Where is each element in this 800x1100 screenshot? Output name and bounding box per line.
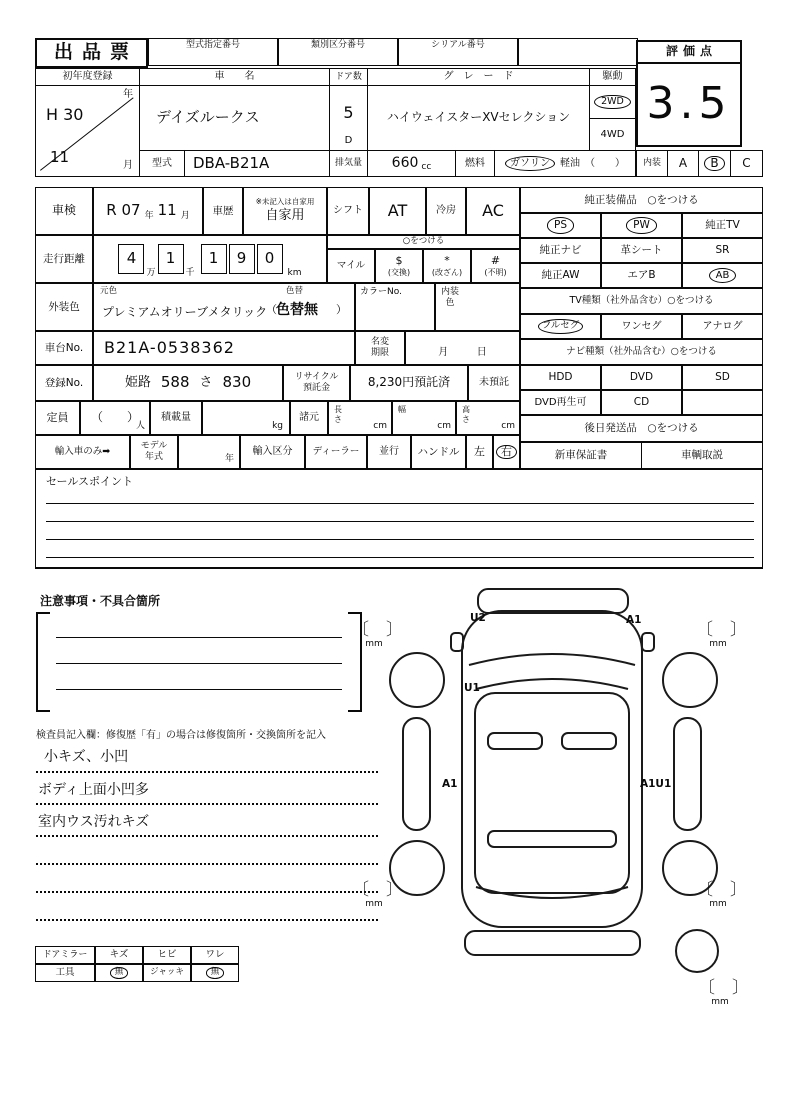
- load-value-cell: [202, 401, 290, 435]
- mm-bracket: 〔 〕: [352, 880, 403, 900]
- recycle-no-label: 未預託: [479, 377, 509, 389]
- capacity-value-cell: [80, 401, 150, 435]
- mileage-exchange-note: (交換): [387, 267, 411, 277]
- recycle-header: [283, 365, 350, 401]
- damage-mark-a1u1: A1U1: [640, 778, 672, 790]
- equip-tv: 純正TV: [705, 219, 740, 232]
- mileage-exchange-symbol: $: [395, 254, 403, 268]
- mm-bracket: 〔 〕: [698, 978, 749, 998]
- mm-unit: mm: [365, 639, 383, 649]
- navi-hdd: HDD: [548, 371, 573, 384]
- load-header: [150, 401, 202, 435]
- history-value-cell: [243, 187, 327, 235]
- import-only-label: 輸入車のみ➡: [54, 445, 111, 457]
- mm-bracket: 〔 〕: [352, 620, 403, 640]
- front-bumper: [478, 589, 628, 613]
- car-name-value: デイズルークス: [156, 108, 260, 127]
- first-reg-value-cell: [35, 85, 140, 177]
- capacity-paren: （ ）: [90, 410, 139, 425]
- inspector-entry-2: ボディ上面小凹多: [38, 782, 149, 798]
- mileage-label: 走行距離: [43, 252, 85, 265]
- ext-color-value-cell: [93, 283, 355, 331]
- sill-right: [674, 718, 701, 830]
- mileage-man-unit: 万: [146, 267, 156, 278]
- handle-right-cell: [493, 435, 520, 469]
- inspector-rule: [36, 891, 378, 893]
- shaken-year-unit: 年: [144, 210, 154, 221]
- chassis-header: [35, 331, 93, 365]
- drive-2wd-cell: [589, 85, 636, 119]
- navi-dvd-cell: [601, 365, 682, 390]
- navi-hdd-cell: [520, 365, 601, 390]
- form-title: 出品票: [53, 41, 138, 64]
- reg-no-value-cell: [93, 365, 283, 401]
- manual-cell: [641, 442, 763, 469]
- navi-dvd: DVD: [629, 371, 654, 384]
- shaken-month: 11: [157, 201, 177, 220]
- score-label-cell: [636, 40, 742, 64]
- equip-sr: SR: [715, 244, 730, 257]
- model-code-value: DBA-B21A: [193, 153, 270, 172]
- inspector-rule: [36, 919, 378, 921]
- mirror-header-cell: [35, 946, 95, 964]
- tv-oneseg: ワンセグ: [621, 320, 662, 332]
- mileage-tampered-note: (改ざん): [431, 267, 463, 277]
- mm-bracket: 〔 〕: [696, 880, 747, 900]
- tv-oneseg-cell: [601, 314, 682, 339]
- doors-value-cell: [329, 85, 368, 151]
- cooling-label: 冷房: [436, 205, 456, 217]
- mileage-km-unit: km: [287, 267, 302, 278]
- ext-color-header: [35, 283, 93, 331]
- model-code-value-cell: [184, 150, 330, 177]
- mileage-digit-5: 0: [257, 244, 283, 274]
- jack-none-selected: 無: [206, 967, 225, 979]
- interior-grade-header: [636, 150, 668, 177]
- serial-no-label: シリアル番号: [431, 40, 485, 50]
- inspector-rule: [36, 835, 378, 837]
- mm-unit: mm: [365, 899, 383, 909]
- tool-none-selected: 無: [110, 967, 129, 979]
- spec-label: 諸元: [299, 412, 319, 424]
- top-strip-empty-cell: [518, 38, 638, 66]
- equip-pw-cell: [601, 213, 682, 238]
- handle-header: [411, 435, 466, 469]
- shaken-header: [35, 187, 93, 235]
- serial-no-cell: [398, 38, 518, 66]
- handle-left-option: 左: [474, 444, 485, 458]
- spec-width-label: 幅: [398, 405, 406, 414]
- tv-type-header-cell: [520, 288, 763, 314]
- shaken-era: R 07: [106, 201, 141, 220]
- car-name-label: 車 名: [214, 71, 255, 83]
- import-dealer-option: ディーラー: [312, 445, 360, 457]
- shaken-month-unit: 月: [180, 210, 190, 221]
- reg-no-header: [35, 365, 93, 401]
- tool-header-cell: [35, 964, 95, 982]
- equip-navi-cell: [520, 238, 601, 263]
- tool-label: 工具: [55, 966, 75, 978]
- caution-title: 注意事項・不具合箇所: [40, 594, 161, 608]
- first-reg-era: H 30: [46, 105, 84, 124]
- capacity-unit: 人: [135, 420, 145, 431]
- grade-label: グ レ ー ド: [443, 71, 514, 83]
- damage-mark-u2: U2: [470, 612, 486, 624]
- orig-color-value: プレミアムオリーブメタリック: [102, 305, 268, 319]
- doors-header: [329, 68, 368, 86]
- cd-cell: [601, 390, 682, 415]
- reg-area: 姫路: [124, 374, 151, 390]
- import-type-label: 輸入区分: [252, 446, 293, 458]
- cd: CD: [633, 396, 650, 409]
- equip-aw-cell: [520, 263, 601, 288]
- ruled-line: [46, 503, 754, 504]
- displacement-header: [329, 150, 368, 177]
- mileage-unknown-symbol: #: [490, 254, 501, 268]
- caution-line: [56, 637, 342, 638]
- equip-ps-selected: PS: [547, 217, 574, 233]
- grade-header: [367, 68, 590, 86]
- shaken-label: 車検: [51, 203, 76, 218]
- mm-unit: mm: [711, 997, 729, 1007]
- cooling-header: [426, 187, 466, 235]
- shift-header: [327, 187, 369, 235]
- equip-pw-selected: PW: [626, 217, 657, 233]
- sales-point-label: セールスポイント: [46, 475, 134, 488]
- fuel-diesel: 軽油: [560, 157, 580, 169]
- mm-marker-far-bottom-right: [698, 978, 749, 1007]
- caution-bracket-left: [36, 612, 50, 712]
- shift-value-cell: [369, 187, 426, 235]
- navi-type-header-cell: [520, 339, 763, 365]
- front-seat-right: [562, 733, 616, 749]
- ruled-line: [46, 539, 754, 540]
- reg-number: 830: [222, 373, 252, 392]
- sill-left: [403, 718, 430, 830]
- cooling-value-cell: [466, 187, 520, 235]
- model-designation-no-label: 型式指定番号: [185, 40, 240, 50]
- navi-sd-cell: [682, 365, 763, 390]
- model-year-label: モデル年式: [140, 441, 168, 462]
- repaint-paren-open: （: [266, 303, 277, 316]
- mileage-circle-note-cell: [327, 235, 520, 249]
- windshield-line: [469, 654, 635, 665]
- score-value-cell: [636, 62, 742, 147]
- damage-mark-a1-left: A1: [442, 778, 458, 790]
- equip-header-cell: [520, 187, 763, 213]
- doors-unit: D: [344, 134, 353, 146]
- ruled-line: [46, 557, 754, 558]
- handle-label: ハンドル: [417, 445, 460, 458]
- mm-unit: mm: [709, 639, 727, 649]
- repaint-paren-close: ）: [336, 303, 347, 316]
- spec-length-cell: [328, 401, 392, 435]
- doors-value: 5: [343, 102, 354, 122]
- name-change-label: 名変期限: [370, 337, 389, 358]
- spare-circle: [676, 930, 718, 972]
- first-reg-label: 初年度登録: [62, 71, 113, 83]
- equip-header: 純正装備品 ○をつける: [584, 193, 699, 206]
- history-note: ※未記入は自家用: [255, 196, 315, 206]
- tv-type-header: TV種類（社外品含む）○をつける: [569, 294, 714, 306]
- handle-right-selected: 右: [496, 445, 517, 460]
- drive-4wd: 4WD: [600, 128, 625, 140]
- mm-bracket: 〔 〕: [696, 620, 747, 640]
- import-dealer-cell: [305, 435, 367, 469]
- interior-grade-b-cell: [698, 150, 731, 177]
- dvd-play: DVD再生可: [534, 396, 587, 408]
- equip-navi: 純正ナビ: [539, 244, 582, 257]
- front-seat-left: [488, 733, 542, 749]
- navi-type-header: ナビ種類（社外品含む）○をつける: [566, 345, 717, 357]
- warranty-book: 新車保証書: [554, 449, 608, 462]
- warranty-cell: [520, 442, 642, 469]
- mileage-digit-sen: 1: [158, 244, 184, 274]
- door-mirror-label: ドアミラー: [42, 949, 88, 960]
- color-no-label: カラーNo.: [360, 287, 402, 297]
- interior-grade-a-cell: [667, 150, 699, 177]
- car-name-value-cell: [139, 85, 330, 151]
- reg-kana: さ: [199, 374, 213, 390]
- caution-line: [56, 689, 342, 690]
- model-year-value-cell: [178, 435, 240, 469]
- orig-color-label: 元色: [100, 286, 118, 296]
- repaint-label: 色替: [286, 286, 304, 296]
- interior-color-cell: [435, 283, 520, 331]
- damage-mark-a1-top: A1: [626, 614, 642, 626]
- fuel-gasoline-selected: ガソリン: [505, 156, 555, 172]
- model-code-header: [139, 150, 185, 177]
- tv-analog-cell: [682, 314, 763, 339]
- color-no-cell: [355, 283, 435, 331]
- equip-ab-selected: AB: [709, 268, 737, 284]
- navi-empty-cell: [682, 390, 763, 415]
- recycle-value-cell: [350, 365, 468, 401]
- spec-length-unit: cm: [373, 420, 387, 431]
- model-year-header: [130, 435, 178, 469]
- tool-none-cell: [95, 964, 143, 982]
- tv-analog: アナログ: [702, 320, 743, 332]
- cooling-value: AC: [482, 200, 504, 220]
- inspector-instruction: 検査員記入欄：修復歴「有」の場合は修復箇所・交換箇所を記入: [36, 730, 326, 741]
- mm-unit: mm: [709, 899, 727, 909]
- chassis-value: B21A-0538362: [104, 337, 235, 357]
- model-year-unit: 年: [224, 453, 234, 464]
- name-change-day-unit: 日: [476, 346, 487, 358]
- tv-fullseg-cell: [520, 314, 601, 339]
- mileage-header: [35, 235, 93, 283]
- reg-no-label: 登録No.: [44, 376, 84, 389]
- equip-ab-cell: [682, 263, 763, 288]
- displacement-label: 排気量: [334, 158, 362, 169]
- later-shipment-header: 後日発送品 ○をつける: [584, 422, 699, 435]
- equip-airbag-cell: [601, 263, 682, 288]
- reg-class-number: 588: [160, 373, 190, 392]
- rear-bumper: [465, 931, 640, 955]
- mm-marker-top-left: [352, 620, 403, 649]
- wheel-front-right: [663, 653, 717, 707]
- interior-grade-c: C: [742, 155, 751, 170]
- grade-value-cell: [367, 85, 590, 151]
- later-shipment-header-cell: [520, 415, 763, 442]
- history-value: 自家用: [265, 208, 305, 224]
- mileage-tampered-symbol: *: [444, 254, 450, 268]
- first-reg-month: 11: [50, 147, 70, 166]
- mileage-digit-man: 4: [118, 244, 144, 274]
- damage-mark-u1: U1: [464, 682, 480, 694]
- wheel-front-left: [390, 653, 444, 707]
- class-division-no-cell: [278, 38, 398, 66]
- mileage-sen-unit: 千: [185, 267, 195, 278]
- score-label: 評価点: [665, 44, 717, 59]
- name-change-month-unit: 月: [438, 346, 449, 358]
- model-designation-no-cell: [148, 38, 278, 66]
- import-parallel-cell: [367, 435, 411, 469]
- shift-label: シフト: [333, 205, 363, 217]
- spec-header: [290, 401, 328, 435]
- inspector-entry-3: 室内ウス汚れキズ: [38, 814, 150, 830]
- ext-color-label: 外装色: [48, 300, 80, 313]
- mileage-digit-3: 1: [201, 244, 227, 274]
- car-name-header: [139, 68, 330, 86]
- mm-marker-bottom-right: [696, 880, 747, 909]
- equip-aw: 純正AW: [541, 269, 580, 282]
- chassis-value-cell: [93, 331, 355, 365]
- doors-label: ドア数: [335, 71, 362, 82]
- displacement-value: 660: [391, 155, 419, 172]
- equip-leather: 革シート: [620, 244, 663, 257]
- interior-color-label: 内装色: [440, 287, 459, 308]
- capacity-header: [35, 401, 80, 435]
- mirror-break: ワレ: [205, 948, 225, 960]
- mileage-tampered-cell: [423, 249, 471, 283]
- navi-sd: SD: [715, 371, 730, 384]
- name-change-header: [355, 331, 405, 365]
- first-reg-month-unit: 月: [123, 159, 133, 171]
- mileage-mile-option: マイル: [336, 259, 366, 271]
- mirror-right: [642, 633, 654, 651]
- fuel-label: 燃料: [465, 157, 485, 169]
- form-title-box: [35, 38, 148, 68]
- chassis-label: 車台No.: [44, 341, 84, 354]
- mileage-unknown-cell: [471, 249, 520, 283]
- model-code-label: 型式: [152, 157, 172, 169]
- equip-ps-cell: [520, 213, 601, 238]
- spec-height-unit: cm: [501, 420, 515, 431]
- interior-grade-c-cell: [730, 150, 763, 177]
- mirror-scratch-cell: [95, 946, 143, 964]
- shift-value: AT: [387, 200, 408, 220]
- capacity-label: 定員: [46, 410, 69, 424]
- history-header: [203, 187, 243, 235]
- mirror-break-cell: [191, 946, 239, 964]
- name-change-date-cell: [405, 331, 520, 365]
- equip-tv-cell: [682, 213, 763, 238]
- spec-height-label: 高さ: [462, 405, 470, 424]
- jack-none-cell: [191, 964, 239, 982]
- first-reg-header: [35, 68, 140, 86]
- interior-grade-b-selected: B: [704, 156, 724, 172]
- import-type-header: [240, 435, 305, 469]
- spec-length-label: 長さ: [334, 405, 342, 424]
- import-parallel-option: 並行: [379, 446, 399, 458]
- recycle-value: 8,230円預託済: [367, 375, 451, 390]
- mileage-exchange-cell: [375, 249, 423, 283]
- equip-sr-cell: [682, 238, 763, 263]
- drive-4wd-cell: [589, 118, 636, 151]
- inspector-rule: [36, 863, 378, 865]
- cabin-outline: [475, 693, 629, 893]
- grade-value: ハイウェイスターXVセレクション: [386, 110, 571, 125]
- fuel-value-cell: [494, 150, 636, 177]
- mm-marker-bottom-left: [352, 880, 403, 909]
- handle-left-cell: [466, 435, 493, 469]
- drive-header: [589, 68, 636, 86]
- fuel-header: [455, 150, 495, 177]
- mirror-crack: ヒビ: [157, 948, 177, 960]
- ruled-line: [46, 521, 754, 522]
- mileage-circle-note: ○をつける: [402, 236, 445, 247]
- mileage-mile-cell: [327, 249, 375, 283]
- spec-width-unit: cm: [437, 420, 451, 431]
- inspector-rule: [36, 771, 378, 773]
- spec-height-cell: [456, 401, 520, 435]
- displacement-value-cell: [367, 150, 456, 177]
- import-only-header: [35, 435, 130, 469]
- recycle-label: リサイクル預託金: [294, 372, 339, 393]
- mirror-crack-cell: [143, 946, 191, 964]
- equip-airbag: エアB: [627, 269, 656, 282]
- load-unit: kg: [272, 420, 283, 431]
- jack-label: ジャッキ: [150, 967, 184, 978]
- repaint-value: 色替無: [276, 302, 318, 318]
- score-value: 3.5: [646, 78, 732, 130]
- equip-leather-cell: [601, 238, 682, 263]
- spec-width-cell: [392, 401, 456, 435]
- interior-grade-a: A: [678, 155, 688, 170]
- rear-seat: [488, 831, 616, 847]
- first-reg-year-unit: 年: [123, 89, 133, 100]
- mileage-value-cell: [93, 235, 327, 283]
- mileage-digit-4: 9: [229, 244, 255, 274]
- shaken-value-cell: [93, 187, 203, 235]
- fuel-paren: （ ）: [585, 157, 625, 169]
- tv-fullseg-selected: フルセグ: [538, 319, 584, 334]
- history-label: 車歴: [212, 204, 234, 217]
- mm-marker-top-right: [696, 620, 747, 649]
- vehicle-manual: 車輌取説: [681, 449, 723, 462]
- caution-line: [56, 663, 342, 664]
- drive-2wd-selected: 2WD: [594, 95, 631, 110]
- jack-cell: [143, 964, 191, 982]
- drive-label: 駆動: [602, 71, 623, 83]
- cowl-line: [476, 679, 628, 689]
- car-body-outline: [462, 611, 642, 927]
- mileage-unknown-note: (不明): [484, 267, 507, 277]
- recycle-no-cell: [468, 365, 520, 401]
- class-division-no-label: 類別区分番号: [310, 40, 365, 50]
- mirror-scratch: キズ: [109, 948, 129, 960]
- dvd-play-cell: [520, 390, 601, 415]
- inspector-rule: [36, 803, 378, 805]
- inspector-entry-1: 小キズ、小凹: [44, 749, 129, 765]
- interior-grade-label: 内装: [642, 158, 661, 169]
- displacement-unit: cc: [421, 162, 432, 173]
- load-label: 積載量: [161, 412, 191, 424]
- sales-point-box: [35, 469, 763, 569]
